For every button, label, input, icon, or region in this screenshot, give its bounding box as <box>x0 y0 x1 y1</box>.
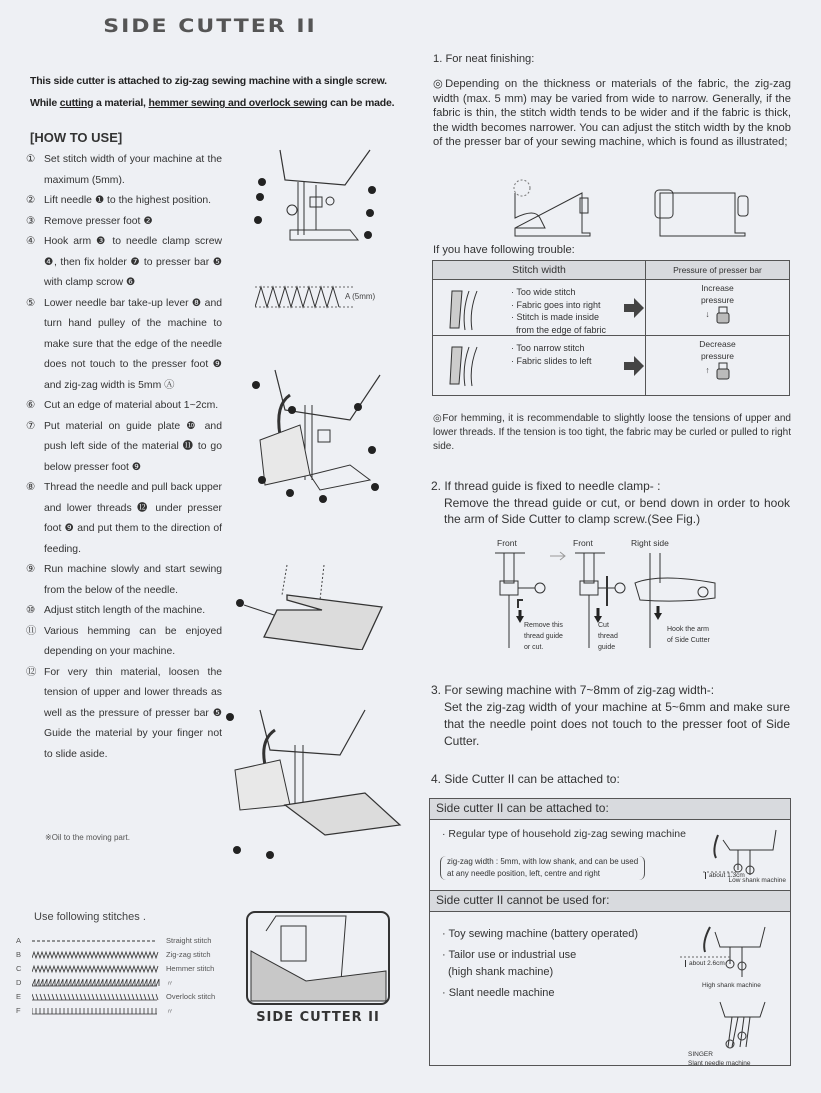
action-cell: Increase pressure ↓ <box>646 280 790 336</box>
step-item <box>26 396 222 417</box>
oil-note: ※Oil to the moving part. <box>45 833 130 842</box>
sewing-guide-illustration <box>225 705 405 860</box>
stitch-letter: B <box>16 950 22 959</box>
step-text: Various hemming can be enjoyed depending on your machine. <box>44 625 222 657</box>
step-item <box>26 560 222 601</box>
section4-heading: 4. Side Cutter II can be attached to: <box>431 772 620 786</box>
stitch-row <box>16 1004 236 1018</box>
step-text: Put material on guide plate ❿ and push left side of the material ⓫ to go below presser foot ❾ <box>44 420 222 473</box>
stitch-name: Zig-zag stitch <box>166 950 211 959</box>
high-shank-measure: about 2.6cm <box>685 960 725 967</box>
cannot-use-item: (high shank machine) <box>448 966 554 978</box>
symptom-list: · Too wide stitch · Fabric goes into right · Stitch is made inside from the edge of fabric <box>511 287 607 335</box>
slant-caption: SINGER Slant needle machine <box>688 1051 751 1067</box>
zigzag-width-label: A (5mm) <box>345 292 376 301</box>
symptom-list: · Too narrow stitch · Fabric slides to left <box>511 343 592 366</box>
zigzag-width-diagram <box>255 282 355 312</box>
can-attach-note: zig-zag width : 5mm, with low shank, and can be used at any needle position, left, centre and right <box>440 856 645 880</box>
stitch-letter: E <box>16 992 22 1001</box>
intro-text <box>30 70 410 114</box>
low-shank-caption: Low shank machine <box>728 877 786 884</box>
arrow-right-icon <box>624 356 646 376</box>
document-title: SIDE CUTTER II <box>103 15 317 38</box>
step-text: Lift needle ❶ to the highest position. <box>44 195 212 206</box>
intro-line-2: While cutting a material, hemmer sewing and overlock sewing can be made. <box>30 97 395 109</box>
cannot-use-item: · Toy sewing machine (battery operated) <box>442 928 639 940</box>
section3-heading: 3. For sewing machine with 7~8mm of zig-zag width-: <box>431 683 715 697</box>
stitch-letter: A <box>16 936 22 945</box>
section3-body: Set the zig-zag width of your machine at 5~6mm and make sure that the needle point does not touch to the presser foot of Side Cutter. <box>444 700 790 748</box>
stitch-pattern-zigzag <box>32 950 162 960</box>
stitch-letter: D <box>16 978 22 987</box>
step-text: Thread the needle and pull back upper and lower threads ⓬ under presser foot ❾ and put them to the direction of feeding. <box>44 482 222 555</box>
stitch-name: Straight stitch <box>166 936 212 945</box>
step-number: ⑥ <box>26 400 36 411</box>
hemming-note: ◎For hemming, it is recommendable to slightly loose the tensions of upper and lower threads. If the tension is too tight, the fabric may be curled or pulled to right side. <box>433 413 791 452</box>
step-text: Remove presser foot ❷ <box>44 215 153 227</box>
arrow-up-icon: ↑ <box>705 365 710 376</box>
step-item <box>26 601 222 622</box>
step-number: ⑩ <box>26 605 36 616</box>
high-shank-caption: High shank machine <box>702 982 761 989</box>
side-cutter-logo: SIDE CUTTER II <box>256 1010 380 1025</box>
stitch-pattern-zigzag <box>32 964 162 974</box>
step-number: ⑧ <box>26 482 36 493</box>
stitch-name: 〃 <box>166 1007 174 1016</box>
arrow-down-icon: ↓ <box>705 309 710 320</box>
step-item <box>26 212 222 233</box>
pressure-knob-icon <box>716 362 730 380</box>
machine-knob-illustration <box>510 178 750 243</box>
fabric-cut-illustration <box>232 555 402 650</box>
step-item <box>26 150 222 191</box>
cannot-use-section <box>430 912 790 1082</box>
section2-body: Remove the thread guide or cut, or bend down in order to hook the arm of Side Cutter to clamp screw.(See Fig.) <box>444 496 790 526</box>
step-item <box>26 191 222 212</box>
fabric-edge-icon <box>447 286 483 332</box>
trouble-row <box>433 336 790 396</box>
symptom-cell <box>433 336 646 396</box>
step-text: Lower needle bar take-up lever ❽ and turn hand pulley of the machine to make sure that the edge of the needle does not touch to the presser foot ❾ and zig-zag width is 5mm Ⓐ <box>44 297 222 391</box>
section1-heading: 1. For neat finishing: <box>433 53 535 65</box>
how-to-use-heading: [HOW TO USE] <box>30 130 123 145</box>
stitch-row <box>16 976 236 990</box>
fig-caption-cut: Cut thread guide <box>598 622 618 651</box>
step-item <box>26 478 222 560</box>
compatibility-box <box>429 798 791 1066</box>
step-number: ⑪ <box>26 625 37 637</box>
cutter-mounted-illustration <box>240 365 390 505</box>
can-attach-item: · Regular type of household zig-zag sewing machine <box>442 828 686 840</box>
fig-caption-hook: Hook the arm of Side Cutter <box>667 626 710 644</box>
col-pressure: Pressure of presser bar <box>646 261 790 280</box>
stitch-letter: C <box>16 964 22 973</box>
cannot-use-item: · Tailor use or industrial use <box>442 949 577 961</box>
high-shank-slant-illustration <box>680 922 785 1067</box>
step-number: ④ <box>26 236 36 247</box>
can-attach-header: Side cutter II can be attached to: <box>430 799 790 820</box>
stitch-row <box>16 948 236 962</box>
fabric-edge-icon <box>447 342 483 388</box>
stitch-pattern-straight <box>32 936 162 946</box>
cannot-use-header: Side cutter II cannot be used for: <box>430 891 790 912</box>
stitch-name: Overlock stitch <box>166 992 216 1001</box>
section2-heading: 2. If thread guide is fixed to needle clamp- : <box>431 479 661 493</box>
step-item <box>26 294 222 397</box>
intro-line-1: This side cutter is attached to zig-zag sewing machine with a single screw. <box>30 75 387 87</box>
pressure-knob-icon <box>716 306 730 324</box>
step-text: For very thin material, loosen the tension of upper and lower threads as well as the pressure of presser bar ❺ Guide the material by your finger not to slide aside. <box>44 666 222 760</box>
fig-label-front-1: Front <box>497 538 517 548</box>
fig-label-right-side: Right side <box>631 538 669 548</box>
stitch-pattern-overlock2 <box>32 1006 162 1016</box>
action-cell: Decrease pressure ↑ <box>646 336 790 396</box>
section1-body: ◎Depending on the thickness or materials of the fabric, the zig-zag width (max. 5 mm) may be varied from wide to narrow. Generally, if the fabric is thin, the stitch width tends to be wider and if the fabric is thick, the width becomes narrower. You can adjust the stitch width by the knob of the presser bar of your sewing machine, which is found as illustrated; <box>433 78 791 149</box>
step-text: Adjust stitch length of the machine. <box>44 605 206 616</box>
step-number: ② <box>26 195 36 206</box>
step-text: Run machine slowly and start sewing from the below of the needle. <box>44 564 222 596</box>
step-text: Hook arm ❸ to needle clamp screw ❹, then fix holder ❼ to presser bar ❺ with clamp scrow ❻ <box>44 236 222 288</box>
stitch-letter: F <box>16 1006 21 1015</box>
stitch-pattern-overlock <box>32 992 162 1002</box>
stitch-row <box>16 962 236 976</box>
needle-presser-illustration <box>240 145 400 245</box>
trouble-intro: If you have following trouble: <box>433 244 575 256</box>
stitch-name: 〃 <box>166 979 174 988</box>
trouble-row <box>433 280 790 336</box>
stitch-row <box>16 934 236 948</box>
cannot-use-item: · Slant needle machine <box>442 987 555 999</box>
step-text: Cut an edge of material about 1~2cm. <box>44 400 219 411</box>
step-number: ⑨ <box>26 564 36 575</box>
step-item <box>26 417 222 479</box>
step-number: ① <box>26 154 36 165</box>
stitch-name: Hemmer stitch <box>166 964 215 973</box>
col-stitch-width: Stitch width <box>433 261 646 280</box>
symptom-cell <box>433 280 646 336</box>
side-cutter-photo-illustration <box>246 911 390 1006</box>
arrow-right-icon <box>624 298 646 318</box>
fig-caption-remove: Remove this thread guide or cut. <box>524 622 563 651</box>
fig-label-front-2: Front <box>573 538 593 548</box>
step-number: ⑤ <box>26 297 36 309</box>
stitch-row <box>16 990 236 1004</box>
step-number: ③ <box>26 215 36 227</box>
step-item <box>26 663 222 766</box>
step-number: ⑫ <box>26 666 37 678</box>
trouble-table <box>432 260 790 396</box>
step-item <box>26 622 222 663</box>
step-number: ⑦ <box>26 420 36 432</box>
low-shank-illustration <box>698 820 788 880</box>
low-shank-measure: about 1.3cm <box>705 872 745 879</box>
stitches-title: Use following stitches . <box>34 911 146 923</box>
stitch-pattern-hemmer <box>32 978 162 988</box>
how-to-use-steps <box>26 150 222 765</box>
step-item <box>26 232 222 294</box>
step-text: Set stitch width of your machine at the maximum (5mm). <box>44 154 222 186</box>
